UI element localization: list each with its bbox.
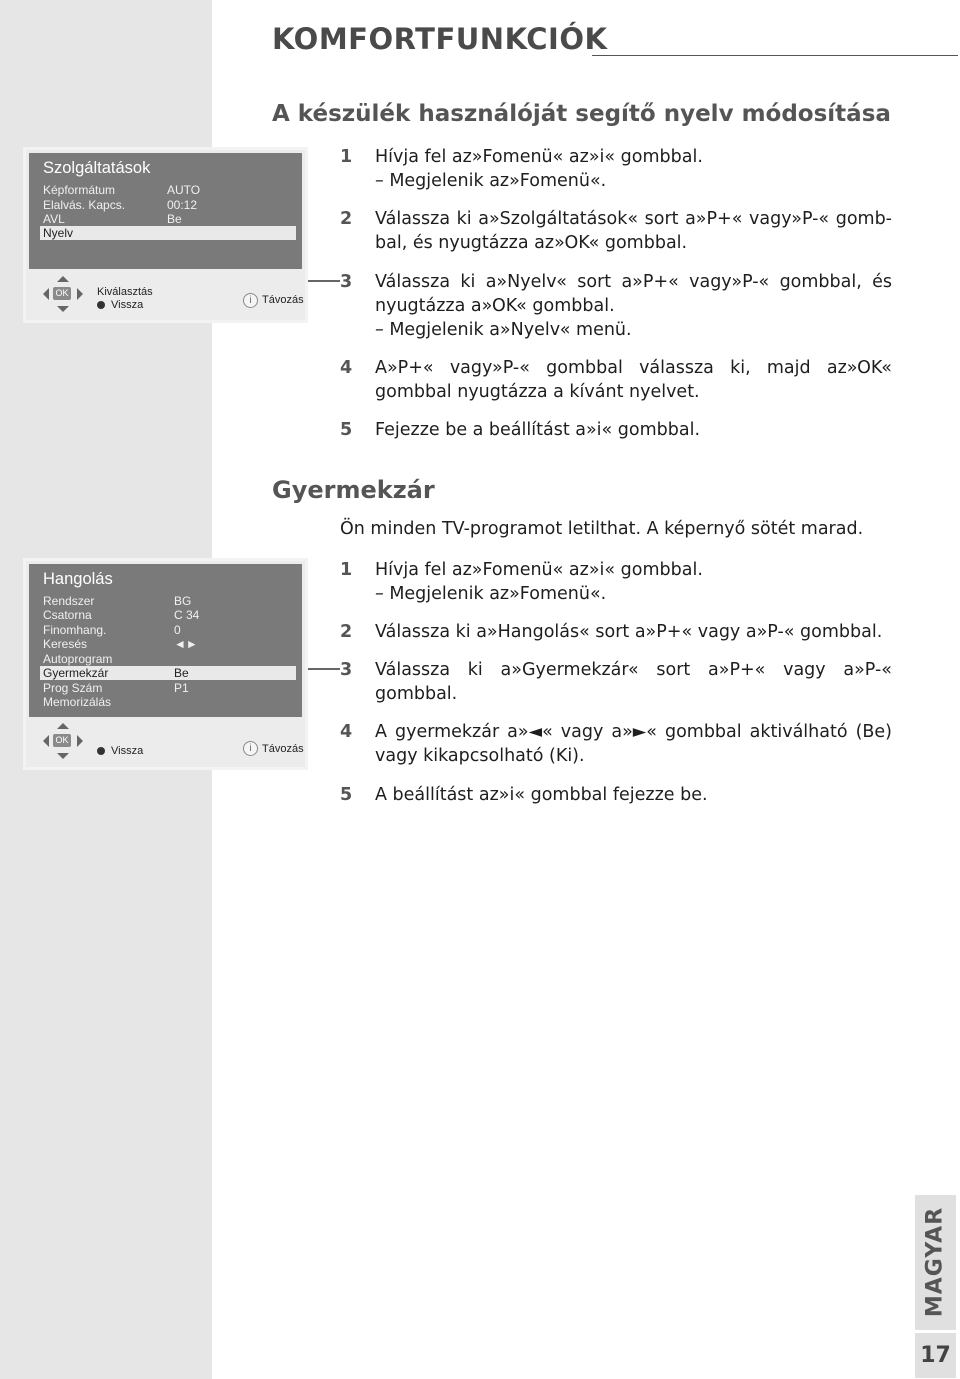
back-hint: Vissza <box>97 745 143 757</box>
menu-title: Szolgáltatások <box>43 159 151 177</box>
menu-row-label: Prog Szám <box>43 681 103 695</box>
page-header <box>272 22 958 62</box>
menu-row-selected[interactable] <box>40 226 296 240</box>
menu-row-value: ◄► <box>174 637 198 651</box>
step-4: 4 A»P+« vagy»P-« gombbal válassza ki, majd az»OK« gombbal nyugtázza a kívánt nyelvet. <box>340 358 892 402</box>
menu-row-value: 00:12 <box>167 198 198 212</box>
nav-cross-icon <box>43 276 83 312</box>
step-text: Válassza ki a»Gyermekzár« sort a»P+« vagy a»P-« gombbal. <box>375 660 892 704</box>
menu-footer <box>29 272 302 317</box>
step-4: 4 A gyermekzár a»◄« vagy a»►« gombbal aktiválható (Be) vagy kikapcsolható (Ki). <box>340 722 892 766</box>
menu-row-label: Elalvás. Kapcs. <box>43 198 126 212</box>
connector-line <box>303 280 340 282</box>
menu-row-label: AVL <box>43 212 65 226</box>
menu-row-label: Rendszer <box>43 594 95 608</box>
menu-row-value: Be <box>174 666 189 680</box>
step-1: 1 Hívja fel az»Fomenü« az»i« gombbal. – Megjelenik az»Fomenü«. <box>340 145 892 193</box>
menu-screen <box>29 564 302 717</box>
section-intro: Ön minden TV-programot letilthat. A képernyő sötét marad. <box>340 519 864 539</box>
exit-hint: Távozás <box>262 294 304 306</box>
step-subtext: – Megjelenik az»Fomenü«. <box>375 584 607 604</box>
header-rule <box>592 55 958 56</box>
step-text: Fejezze be a beállítást a»i« gombbal. <box>375 420 701 440</box>
tv-menu-tuning <box>26 561 305 767</box>
menu-row-value: AUTO <box>167 183 201 197</box>
menu-row-label: Csatorna <box>43 608 92 622</box>
step-5: 5 A beállítást az»i« gombbal fejezze be. <box>340 783 892 807</box>
section-title-language: A készülék használóját segítő nyelv módosítása <box>272 101 891 127</box>
step-text: Válassza ki a»Nyelv« sort a»P+« vagy»P-« gombbal, és nyugtázza a»OK« gombbal. <box>375 272 892 316</box>
section-title-childlock: Gyermekzár <box>272 476 435 504</box>
menu-row-value: Be <box>167 212 182 226</box>
menu-row-label: Memorizálás <box>43 695 112 709</box>
menu-title: Hangolás <box>43 570 113 588</box>
menu-row-label: Autoprogram <box>43 652 113 666</box>
info-icon: i <box>243 741 258 756</box>
step-subtext: – Megjelenik az»Fomenü«. <box>375 171 607 191</box>
menu-footer <box>29 721 302 765</box>
nav-cross-icon <box>43 723 83 759</box>
step-subtext: – Megjelenik a»Nyelv« menü. <box>375 320 632 340</box>
step-3: 3 Válassza ki a»Nyelv« sort a»P+« vagy»P-« gombbal, és nyugtázza a»OK« gombbal. – Megjelenik a»Nyelv« menü. <box>340 272 892 340</box>
step-text: Hívja fel az»Fomenü« az»i« gombbal. <box>375 147 703 167</box>
language-tab <box>915 1195 956 1330</box>
step-1: 1 Hívja fel az»Fomenü« az»i« gombbal. – Megjelenik az»Fomenü«. <box>340 558 892 606</box>
menu-row-label: Keresés <box>43 637 88 651</box>
language-label: MAGYAR <box>922 1206 948 1318</box>
step-text: Válassza ki a»Szolgáltatások« sort a»P+« vagy»P-« gomb-bal, és nyugtázza az»OK« gombbal. <box>375 209 892 253</box>
info-icon: i <box>243 293 258 308</box>
menu-row-label: Képformátum <box>43 183 116 197</box>
menu-row-label: Finomhang. <box>43 623 107 637</box>
page-title: KOMFORTFUNKCIÓK <box>272 22 608 56</box>
step-3: 3 Válassza ki a»Gyermekzár« sort a»P+« vagy a»P-« gombbal. <box>340 660 892 704</box>
menu-row-value: 0 <box>174 623 181 637</box>
tv-menu-services <box>26 150 305 320</box>
exit-hint: Távozás <box>262 743 304 755</box>
back-dot-icon <box>97 301 105 309</box>
step-text: Hívja fel az»Fomenü« az»i« gombbal. <box>375 560 703 580</box>
step-5: 5 Fejezze be a beállítást a»i« gombbal. <box>340 418 892 442</box>
ok-key-icon: OK <box>53 734 71 747</box>
step-text: A»P+« vagy»P-« gombbal válassza ki, majd az»OK« gombbal nyugtázza a kívánt nyelvet. <box>375 358 892 402</box>
step-text: A beállítást az»i« gombbal fejezze be. <box>375 785 708 805</box>
menu-row-value: P1 <box>174 681 189 695</box>
ok-key-icon: OK <box>53 287 71 300</box>
step-2: 2 Válassza ki a»Szolgáltatások« sort a»P+« vagy»P-« gomb-bal, és nyugtázza az»OK« gombbal. <box>340 209 892 253</box>
menu-row-value: C 34 <box>174 608 200 622</box>
step-text: Válassza ki a»Hangolás« sort a»P+« vagy a»P-« gombbal. <box>375 622 883 642</box>
back-dot-icon <box>97 747 105 755</box>
connector-line <box>303 668 340 670</box>
step-text: A gyermekzár a»◄« vagy a»►« gombbal aktiválható (Be) vagy kikapcsolható (Ki). <box>375 722 892 766</box>
page-number: 17 <box>915 1333 956 1378</box>
back-hint: Vissza <box>97 299 143 311</box>
menu-screen <box>29 153 302 269</box>
menu-row-selected[interactable] <box>40 666 296 680</box>
menu-row-label: Gyermekzár <box>43 666 109 680</box>
menu-row-label: Nyelv <box>43 226 74 240</box>
select-hint: Kiválasztás <box>97 286 153 298</box>
step-2: 2 Válassza ki a»Hangolás« sort a»P+« vagy a»P-« gombbal. <box>340 620 892 644</box>
menu-row-value: BG <box>174 594 192 608</box>
